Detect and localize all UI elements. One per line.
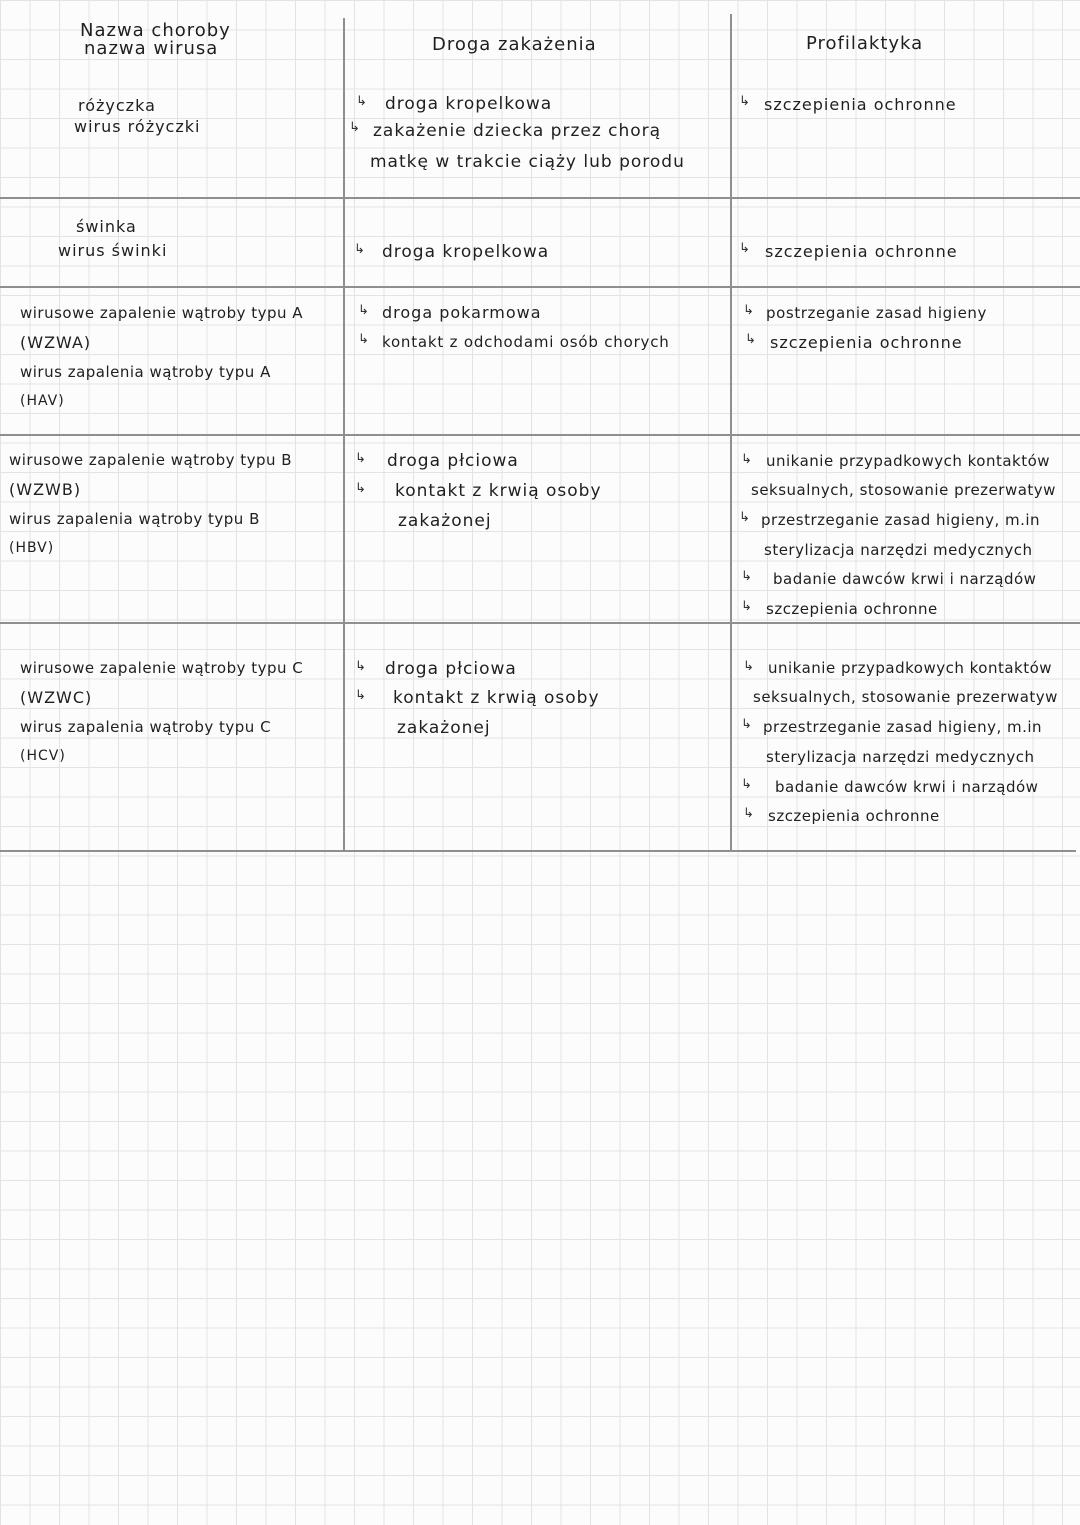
arrow-icon: ↳ xyxy=(349,120,360,135)
prevention-item: szczepienia ochronne xyxy=(770,333,963,352)
virus-name: wirus zapalenia wątroby typu B xyxy=(9,510,260,528)
virus-abbreviation: (HAV) xyxy=(20,393,65,409)
virus-name: wirus różyczki xyxy=(74,117,201,136)
prevention-item: szczepienia ochronne xyxy=(765,242,958,261)
transmission-item: zakażenie dziecka przez chorą xyxy=(373,121,662,141)
arrow-icon: ↳ xyxy=(743,659,754,674)
prevention-item-continued: sterylizacja narzędzi medycznych xyxy=(766,748,1035,766)
virus-abbreviation: (HCV) xyxy=(20,748,66,764)
disease-name: wirusowe zapalenie wątroby typu C xyxy=(20,659,304,677)
transmission-item: droga kropelkowa xyxy=(385,94,553,114)
transmission-item: droga płciowa xyxy=(385,659,517,679)
transmission-item: kontakt z krwią osoby xyxy=(395,481,602,501)
prevention-item: badanie dawców krwi i narządów xyxy=(773,570,1037,588)
row-divider-2 xyxy=(0,286,1080,288)
transmission-item: kontakt z odchodami osób chorych xyxy=(382,333,670,351)
disease-abbreviation: (WZWB) xyxy=(9,480,82,499)
virus-name: wirus świnki xyxy=(58,241,168,260)
transmission-item-continued: zakażonej xyxy=(397,718,491,738)
prevention-item: przestrzeganie zasad higieny, m.in xyxy=(763,718,1043,736)
prevention-item: przestrzeganie zasad higieny, m.in xyxy=(761,511,1041,529)
virus-abbreviation: (HBV) xyxy=(9,540,55,556)
header-disease-name: Nazwa choroby xyxy=(80,20,231,41)
prevention-item: szczepienia ochronne xyxy=(764,95,957,114)
row-divider-1 xyxy=(0,197,1080,199)
column-divider-1 xyxy=(343,18,345,852)
prevention-item-continued: seksualnych, stosowanie prezerwatyw xyxy=(751,481,1056,499)
arrow-icon: ↳ xyxy=(739,94,750,109)
arrow-icon: ↳ xyxy=(745,332,756,347)
column-divider-2 xyxy=(730,14,732,852)
virus-name: wirus zapalenia wątroby typu A xyxy=(20,363,271,381)
prevention-item: unikanie przypadkowych kontaktów xyxy=(768,659,1053,677)
disease-name: różyczka xyxy=(78,96,156,115)
disease-name: wirusowe zapalenie wątroby typu B xyxy=(9,451,293,469)
prevention-item: postrzeganie zasad higieny xyxy=(766,304,987,322)
virus-name: wirus zapalenia wątroby typu C xyxy=(20,718,272,736)
transmission-item: kontakt z krwią osoby xyxy=(393,688,600,708)
arrow-icon: ↳ xyxy=(741,452,752,467)
disease-name: świnka xyxy=(76,217,137,236)
disease-abbreviation: (WZWA) xyxy=(20,333,92,352)
transmission-item-continued: zakażonej xyxy=(398,511,492,531)
row-divider-4 xyxy=(0,622,1080,624)
arrow-icon: ↳ xyxy=(355,481,366,496)
arrow-icon: ↳ xyxy=(356,94,367,109)
prevention-item: szczepienia ochronne xyxy=(766,600,938,618)
prevention-item-continued: sterylizacja narzędzi medycznych xyxy=(764,541,1033,559)
prevention-item-continued: seksualnych, stosowanie prezerwatyw xyxy=(753,688,1058,706)
header-prevention: Profilaktyka xyxy=(806,33,924,54)
arrow-icon: ↳ xyxy=(355,659,366,674)
prevention-item: badanie dawców krwi i narządów xyxy=(775,778,1039,796)
transmission-item: droga płciowa xyxy=(387,451,519,471)
arrow-icon: ↳ xyxy=(354,242,365,257)
transmission-item: droga kropelkowa xyxy=(382,242,550,262)
arrow-icon: ↳ xyxy=(743,303,754,318)
arrow-icon: ↳ xyxy=(739,241,750,256)
arrow-icon: ↳ xyxy=(739,510,750,525)
arrow-icon: ↳ xyxy=(741,599,752,614)
arrow-icon: ↳ xyxy=(358,332,369,347)
header-transmission: Droga zakażenia xyxy=(432,34,597,55)
arrow-icon: ↳ xyxy=(741,717,752,732)
table-bottom-border xyxy=(0,850,1076,852)
disease-name: wirusowe zapalenie wątroby typu A xyxy=(20,304,304,322)
arrow-icon: ↳ xyxy=(741,569,752,584)
arrow-icon: ↳ xyxy=(358,303,369,318)
header-virus-name: nazwa wirusa xyxy=(84,38,219,59)
arrow-icon: ↳ xyxy=(743,806,754,821)
prevention-item: szczepienia ochronne xyxy=(768,807,940,825)
arrow-icon: ↳ xyxy=(355,688,366,703)
transmission-item: droga pokarmowa xyxy=(382,303,542,322)
disease-abbreviation: (WZWC) xyxy=(20,688,93,707)
row-divider-3 xyxy=(0,434,1080,436)
prevention-item: unikanie przypadkowych kontaktów xyxy=(766,452,1051,470)
arrow-icon: ↳ xyxy=(741,777,752,792)
arrow-icon: ↳ xyxy=(355,451,366,466)
transmission-item-continued: matkę w trakcie ciąży lub porodu xyxy=(370,152,685,172)
